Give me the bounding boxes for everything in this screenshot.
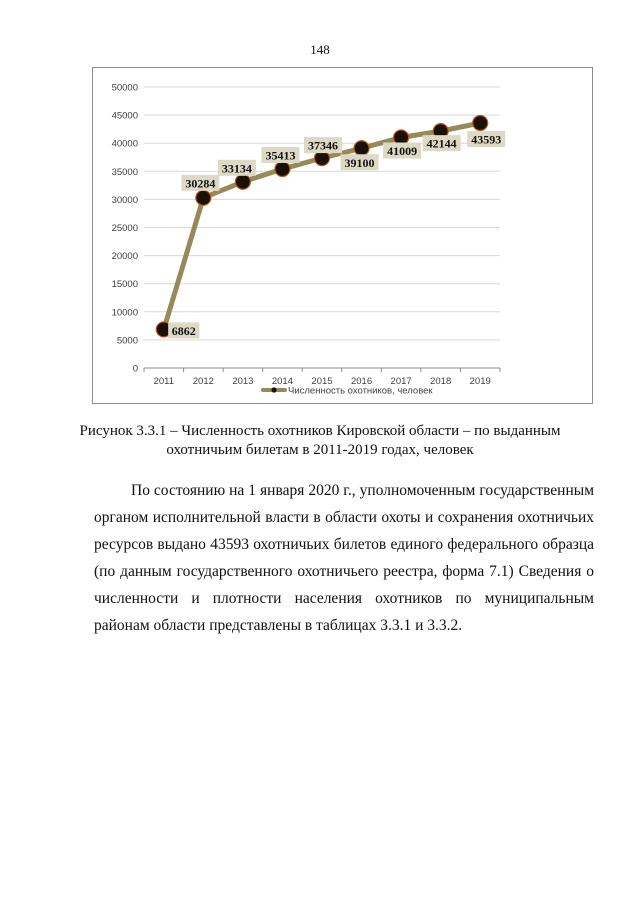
x-tick-label: 2013 [232,376,254,387]
caption-line-1: Рисунок 3.3.1 – Численность охотников Кировской области – по выданным [79,423,561,439]
x-tick-label: 2016 [350,376,373,387]
y-tick-label: 0 [132,363,138,375]
y-tick-label: 45000 [111,110,138,122]
x-tick-label: 2015 [311,376,333,387]
legend-marker-swatch [271,387,276,392]
data-label-text: 33134 [221,161,252,176]
data-labels [168,131,505,338]
data-label-text: 41009 [387,144,418,159]
data-point [473,116,488,131]
data-label-text: 37346 [308,138,338,153]
x-tick-label: 2012 [192,376,214,387]
x-axis-ticks [144,368,500,387]
caption-line-2: охотничьим билетам в 2011-2019 годах, человек [166,442,474,458]
data-label-text: 43593 [471,132,502,147]
data-label [218,160,256,176]
data-label-text: 30284 [185,176,216,191]
data-label [168,322,199,338]
x-tick-label: 2018 [430,376,452,387]
page-number: 148 [310,42,330,57]
body-paragraph: По состоянию на 1 января 2020 г., уполномоченным государственным органом исполнительной власти в области охоты и сохранения охотничьих ресурсов выдано 43593 охотничьих билетов единого федерального образца (по данным государственного охотничьего реестра, форма 7.1) Сведения о численности и плотности населения охотников по муниципальным районам области представлены в таблицах 3.3.1 и 3.3.2. [94,482,594,634]
data-label-text: 35413 [265,148,296,163]
data-label [181,175,219,191]
x-tick-label: 2019 [469,376,491,387]
data-point [354,141,369,156]
data-point [235,174,250,189]
chart-frame [92,67,593,404]
data-point [196,190,211,205]
data-label [423,135,461,151]
data-label [383,143,421,159]
legend [263,386,433,397]
y-tick-label: 10000 [111,307,138,319]
data-label [261,147,299,163]
y-tick-label: 5000 [116,335,138,347]
data-label-text: 6862 [171,323,196,338]
y-tick-label: 25000 [111,223,138,234]
data-label-text: 39100 [344,155,375,170]
y-tick-label: 15000 [111,279,138,291]
x-tick-label: 2011 [153,376,174,387]
y-tick-label: 35000 [111,166,138,178]
legend-label: Численность охотников, человек [288,385,433,397]
y-axis-ticks [112,83,138,375]
data-label [304,137,342,153]
x-tick-label: 2017 [390,376,412,387]
data-label-text: 42144 [426,136,457,151]
data-label [341,154,379,170]
y-tick-label: 30000 [111,194,138,206]
data-point [275,161,290,176]
figure-caption [60,422,580,460]
y-tick-label: 50000 [111,82,138,94]
data-label [467,131,505,147]
x-tick-label: 2014 [271,376,294,387]
y-tick-label: 20000 [111,251,138,263]
y-tick-label: 40000 [111,138,138,150]
line-chart [93,68,592,403]
